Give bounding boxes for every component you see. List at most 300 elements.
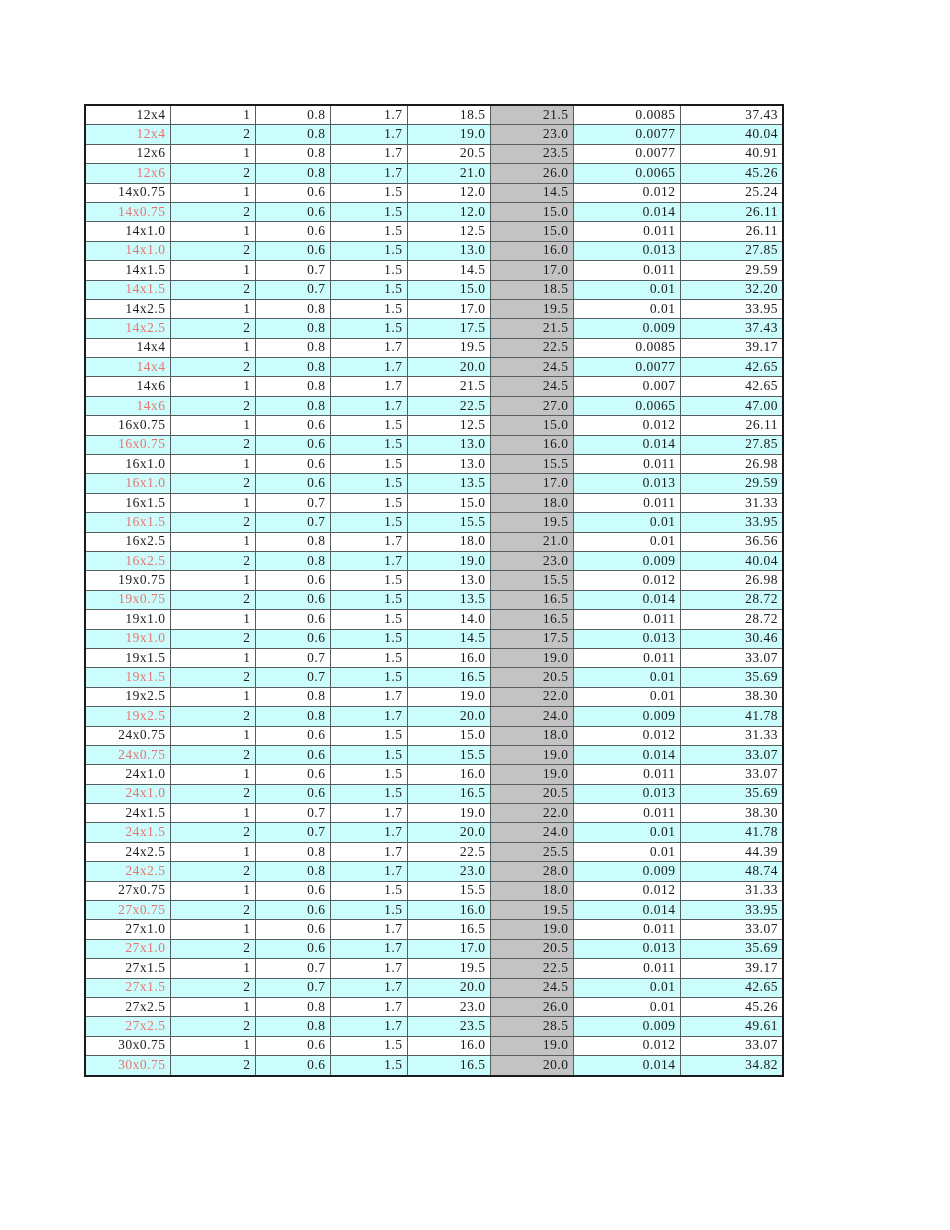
data-cell[interactable]: 1.5 (330, 765, 407, 784)
data-cell[interactable]: 16.5 (407, 784, 490, 803)
data-cell[interactable]: 2 (170, 668, 255, 687)
data-cell[interactable]: 13.0 (407, 241, 490, 260)
data-cell[interactable]: 0.009 (573, 319, 680, 338)
data-cell[interactable]: 21.5 (490, 319, 573, 338)
data-cell[interactable]: 12.5 (407, 416, 490, 435)
data-cell[interactable]: 0.011 (573, 648, 680, 667)
data-cell[interactable]: 1.5 (330, 299, 407, 318)
data-cell[interactable]: 0.8 (255, 687, 330, 706)
data-cell[interactable]: 38.30 (680, 687, 783, 706)
row-label-cell[interactable]: 14x1.5 (85, 280, 170, 299)
data-cell[interactable]: 20.0 (407, 358, 490, 377)
table-row[interactable] (85, 939, 783, 958)
table-row[interactable] (85, 105, 783, 125)
data-cell[interactable]: 0.6 (255, 629, 330, 648)
data-cell[interactable]: 2 (170, 202, 255, 221)
data-cell[interactable]: 0.012 (573, 571, 680, 590)
data-cell[interactable]: 37.43 (680, 319, 783, 338)
data-cell[interactable]: 16.0 (490, 241, 573, 260)
data-cell[interactable]: 20.5 (490, 939, 573, 958)
table-row[interactable] (85, 1056, 783, 1076)
data-cell[interactable]: 33.07 (680, 765, 783, 784)
data-cell[interactable]: 0.6 (255, 784, 330, 803)
data-cell[interactable]: 1.7 (330, 396, 407, 415)
data-cell[interactable]: 1.5 (330, 648, 407, 667)
data-cell[interactable]: 0.009 (573, 862, 680, 881)
row-label-cell[interactable]: 14x0.75 (85, 202, 170, 221)
data-cell[interactable]: 1.5 (330, 493, 407, 512)
data-cell[interactable]: 1.5 (330, 513, 407, 532)
row-label-cell[interactable]: 12x4 (85, 105, 170, 125)
data-cell[interactable]: 0.011 (573, 765, 680, 784)
data-cell[interactable]: 35.69 (680, 939, 783, 958)
data-cell[interactable]: 1.5 (330, 455, 407, 474)
data-cell[interactable]: 0.7 (255, 668, 330, 687)
data-cell[interactable]: 0.8 (255, 105, 330, 125)
data-cell[interactable]: 20.0 (407, 707, 490, 726)
table-row[interactable] (85, 571, 783, 590)
data-cell[interactable]: 24.0 (490, 823, 573, 842)
data-cell[interactable]: 0.011 (573, 222, 680, 241)
data-cell[interactable]: 45.26 (680, 997, 783, 1016)
data-cell[interactable]: 41.78 (680, 707, 783, 726)
data-cell[interactable]: 0.0085 (573, 105, 680, 125)
data-cell[interactable]: 16.0 (407, 765, 490, 784)
data-cell[interactable]: 42.65 (680, 358, 783, 377)
table-row[interactable] (85, 261, 783, 280)
table-row[interactable] (85, 532, 783, 551)
table-row[interactable] (85, 358, 783, 377)
data-cell[interactable]: 15.5 (407, 881, 490, 900)
data-cell[interactable]: 1 (170, 1036, 255, 1055)
data-cell[interactable]: 34.82 (680, 1056, 783, 1076)
row-label-cell[interactable]: 24x2.5 (85, 862, 170, 881)
data-cell[interactable]: 1.5 (330, 726, 407, 745)
row-label-cell[interactable]: 19x2.5 (85, 687, 170, 706)
data-cell[interactable]: 21.5 (407, 377, 490, 396)
data-cell[interactable]: 24.5 (490, 377, 573, 396)
table-row[interactable] (85, 338, 783, 357)
data-cell[interactable]: 0.011 (573, 804, 680, 823)
data-cell[interactable]: 1.7 (330, 105, 407, 125)
data-cell[interactable]: 0.6 (255, 939, 330, 958)
data-cell[interactable]: 1 (170, 183, 255, 202)
data-cell[interactable]: 1.7 (330, 687, 407, 706)
data-cell[interactable]: 0.8 (255, 338, 330, 357)
data-cell[interactable]: 0.6 (255, 745, 330, 764)
data-cell[interactable]: 33.95 (680, 513, 783, 532)
data-cell[interactable]: 1.7 (330, 144, 407, 163)
row-label-cell[interactable]: 16x1.0 (85, 474, 170, 493)
row-label-cell[interactable]: 16x0.75 (85, 416, 170, 435)
data-cell[interactable]: 2 (170, 280, 255, 299)
data-cell[interactable]: 15.5 (490, 455, 573, 474)
data-cell[interactable]: 15.5 (490, 571, 573, 590)
data-cell[interactable]: 0.01 (573, 842, 680, 861)
data-cell[interactable]: 1.7 (330, 377, 407, 396)
data-cell[interactable]: 0.013 (573, 784, 680, 803)
data-cell[interactable]: 12.0 (407, 202, 490, 221)
data-cell[interactable]: 0.013 (573, 474, 680, 493)
data-cell[interactable]: 0.7 (255, 280, 330, 299)
row-label-cell[interactable]: 14x1.0 (85, 241, 170, 260)
data-cell[interactable]: 16.0 (407, 901, 490, 920)
data-cell[interactable]: 47.00 (680, 396, 783, 415)
data-cell[interactable]: 0.6 (255, 416, 330, 435)
row-label-cell[interactable]: 27x1.0 (85, 939, 170, 958)
table-row[interactable] (85, 842, 783, 861)
data-cell[interactable]: 0.6 (255, 726, 330, 745)
data-cell[interactable]: 16.5 (490, 610, 573, 629)
data-cell[interactable]: 39.17 (680, 338, 783, 357)
data-cell[interactable]: 26.98 (680, 455, 783, 474)
data-cell[interactable]: 1.7 (330, 920, 407, 939)
data-cell[interactable]: 1 (170, 881, 255, 900)
data-cell[interactable]: 1.5 (330, 280, 407, 299)
data-cell[interactable]: 1 (170, 377, 255, 396)
data-cell[interactable]: 0.6 (255, 241, 330, 260)
data-cell[interactable]: 33.07 (680, 648, 783, 667)
data-cell[interactable]: 0.009 (573, 551, 680, 570)
table-row[interactable] (85, 997, 783, 1016)
data-cell[interactable]: 0.8 (255, 1017, 330, 1036)
data-cell[interactable]: 0.011 (573, 261, 680, 280)
data-cell[interactable]: 18.0 (407, 532, 490, 551)
table-row[interactable] (85, 707, 783, 726)
data-cell[interactable]: 2 (170, 978, 255, 997)
table-row[interactable] (85, 125, 783, 144)
data-cell[interactable]: 1.7 (330, 338, 407, 357)
data-cell[interactable]: 1 (170, 765, 255, 784)
data-cell[interactable]: 0.6 (255, 183, 330, 202)
data-cell[interactable]: 2 (170, 164, 255, 183)
data-cell[interactable]: 1 (170, 144, 255, 163)
data-cell[interactable]: 2 (170, 319, 255, 338)
data-cell[interactable]: 2 (170, 125, 255, 144)
data-cell[interactable]: 23.0 (490, 125, 573, 144)
data-cell[interactable]: 0.01 (573, 532, 680, 551)
data-cell[interactable]: 31.33 (680, 726, 783, 745)
data-cell[interactable]: 23.5 (407, 1017, 490, 1036)
data-cell[interactable]: 21.0 (490, 532, 573, 551)
data-cell[interactable]: 19.0 (407, 687, 490, 706)
data-cell[interactable]: 0.7 (255, 823, 330, 842)
row-label-cell[interactable]: 27x0.75 (85, 881, 170, 900)
data-cell[interactable]: 2 (170, 551, 255, 570)
data-cell[interactable]: 18.5 (407, 105, 490, 125)
data-cell[interactable]: 1 (170, 455, 255, 474)
data-cell[interactable]: 0.012 (573, 416, 680, 435)
row-label-cell[interactable]: 14x2.5 (85, 319, 170, 338)
table-row[interactable] (85, 416, 783, 435)
data-cell[interactable]: 1.5 (330, 474, 407, 493)
row-label-cell[interactable]: 14x4 (85, 358, 170, 377)
data-cell[interactable]: 26.11 (680, 202, 783, 221)
data-cell[interactable]: 0.8 (255, 377, 330, 396)
data-cell[interactable]: 0.011 (573, 920, 680, 939)
data-cell[interactable]: 19.0 (490, 765, 573, 784)
row-label-cell[interactable]: 19x1.5 (85, 668, 170, 687)
table-row[interactable] (85, 299, 783, 318)
data-cell[interactable]: 2 (170, 435, 255, 454)
data-cell[interactable]: 42.65 (680, 978, 783, 997)
table-row[interactable] (85, 222, 783, 241)
data-cell[interactable]: 0.009 (573, 1017, 680, 1036)
data-cell[interactable]: 19.0 (490, 745, 573, 764)
data-cell[interactable]: 40.04 (680, 551, 783, 570)
data-cell[interactable]: 16.0 (490, 435, 573, 454)
data-cell[interactable]: 17.5 (407, 319, 490, 338)
data-cell[interactable]: 2 (170, 939, 255, 958)
row-label-cell[interactable]: 14x0.75 (85, 183, 170, 202)
data-cell[interactable]: 0.0077 (573, 144, 680, 163)
data-cell[interactable]: 2 (170, 358, 255, 377)
row-label-cell[interactable]: 14x1.0 (85, 222, 170, 241)
data-cell[interactable]: 0.8 (255, 164, 330, 183)
table-row[interactable] (85, 1017, 783, 1036)
data-cell[interactable]: 28.5 (490, 1017, 573, 1036)
data-cell[interactable]: 23.0 (407, 862, 490, 881)
data-cell[interactable]: 0.7 (255, 804, 330, 823)
data-cell[interactable]: 20.5 (490, 668, 573, 687)
row-label-cell[interactable]: 24x1.5 (85, 804, 170, 823)
table-row[interactable] (85, 319, 783, 338)
data-cell[interactable]: 19.0 (407, 804, 490, 823)
data-cell[interactable]: 0.8 (255, 125, 330, 144)
data-cell[interactable]: 2 (170, 590, 255, 609)
row-label-cell[interactable]: 19x2.5 (85, 707, 170, 726)
data-cell[interactable]: 19.0 (407, 125, 490, 144)
data-cell[interactable]: 15.0 (490, 222, 573, 241)
data-cell[interactable]: 0.6 (255, 881, 330, 900)
table-row[interactable] (85, 745, 783, 764)
row-label-cell[interactable]: 16x1.5 (85, 493, 170, 512)
data-cell[interactable]: 1.7 (330, 842, 407, 861)
data-cell[interactable]: 33.07 (680, 745, 783, 764)
data-cell[interactable]: 0.6 (255, 590, 330, 609)
data-cell[interactable]: 15.0 (490, 202, 573, 221)
table-row[interactable] (85, 765, 783, 784)
data-cell[interactable]: 19.5 (407, 959, 490, 978)
data-cell[interactable]: 13.0 (407, 455, 490, 474)
data-cell[interactable]: 12.5 (407, 222, 490, 241)
data-cell[interactable]: 0.6 (255, 1056, 330, 1076)
table-row[interactable] (85, 590, 783, 609)
data-cell[interactable]: 13.0 (407, 435, 490, 454)
data-cell[interactable]: 0.014 (573, 590, 680, 609)
data-cell[interactable]: 20.5 (407, 144, 490, 163)
data-cell[interactable]: 26.98 (680, 571, 783, 590)
data-cell[interactable]: 24.0 (490, 707, 573, 726)
table-row[interactable] (85, 804, 783, 823)
table-row[interactable] (85, 901, 783, 920)
row-label-cell[interactable]: 19x1.0 (85, 629, 170, 648)
data-cell[interactable]: 0.01 (573, 299, 680, 318)
data-cell[interactable]: 27.85 (680, 241, 783, 260)
data-cell[interactable]: 1.7 (330, 1017, 407, 1036)
data-cell[interactable]: 26.11 (680, 222, 783, 241)
data-cell[interactable]: 0.6 (255, 455, 330, 474)
data-cell[interactable]: 0.011 (573, 959, 680, 978)
row-label-cell[interactable]: 27x1.5 (85, 959, 170, 978)
data-cell[interactable]: 23.0 (407, 997, 490, 1016)
data-cell[interactable]: 16.5 (407, 1056, 490, 1076)
data-cell[interactable]: 19.5 (407, 338, 490, 357)
row-label-cell[interactable]: 24x0.75 (85, 745, 170, 764)
data-cell[interactable]: 1.7 (330, 358, 407, 377)
data-cell[interactable]: 1 (170, 920, 255, 939)
table-row[interactable] (85, 493, 783, 512)
data-cell[interactable]: 17.0 (490, 261, 573, 280)
data-cell[interactable]: 24.5 (490, 978, 573, 997)
row-label-cell[interactable]: 19x1.0 (85, 610, 170, 629)
data-cell[interactable]: 27.85 (680, 435, 783, 454)
data-cell[interactable]: 0.8 (255, 551, 330, 570)
data-cell[interactable]: 1.5 (330, 1056, 407, 1076)
table-row[interactable] (85, 610, 783, 629)
data-cell[interactable]: 36.56 (680, 532, 783, 551)
data-cell[interactable]: 1 (170, 687, 255, 706)
data-cell[interactable]: 0.012 (573, 183, 680, 202)
table-row[interactable] (85, 648, 783, 667)
data-cell[interactable]: 1.7 (330, 707, 407, 726)
row-label-cell[interactable]: 27x1.5 (85, 978, 170, 997)
data-cell[interactable]: 33.07 (680, 1036, 783, 1055)
data-cell[interactable]: 33.95 (680, 299, 783, 318)
data-cell[interactable]: 31.33 (680, 493, 783, 512)
data-cell[interactable]: 2 (170, 474, 255, 493)
data-cell[interactable]: 1.7 (330, 997, 407, 1016)
data-cell[interactable]: 1 (170, 804, 255, 823)
data-cell[interactable]: 1 (170, 571, 255, 590)
data-cell[interactable]: 35.69 (680, 668, 783, 687)
data-cell[interactable]: 15.5 (407, 513, 490, 532)
data-cell[interactable]: 0.8 (255, 319, 330, 338)
data-cell[interactable]: 19.5 (490, 299, 573, 318)
data-cell[interactable]: 28.72 (680, 590, 783, 609)
data-cell[interactable]: 12.0 (407, 183, 490, 202)
data-cell[interactable]: 0.0065 (573, 396, 680, 415)
spec-data-table[interactable] (84, 104, 784, 1077)
data-cell[interactable]: 0.009 (573, 707, 680, 726)
data-cell[interactable]: 1.5 (330, 261, 407, 280)
data-cell[interactable]: 0.6 (255, 222, 330, 241)
data-cell[interactable]: 0.8 (255, 707, 330, 726)
row-label-cell[interactable]: 12x4 (85, 125, 170, 144)
data-cell[interactable]: 44.39 (680, 842, 783, 861)
data-cell[interactable]: 0.013 (573, 241, 680, 260)
table-row[interactable] (85, 183, 783, 202)
table-row[interactable] (85, 455, 783, 474)
data-cell[interactable]: 37.43 (680, 105, 783, 125)
data-cell[interactable]: 0.014 (573, 435, 680, 454)
data-cell[interactable]: 19.5 (490, 513, 573, 532)
row-label-cell[interactable]: 30x0.75 (85, 1056, 170, 1076)
data-cell[interactable]: 16.5 (407, 668, 490, 687)
data-cell[interactable]: 17.0 (490, 474, 573, 493)
data-cell[interactable]: 0.8 (255, 396, 330, 415)
data-cell[interactable]: 1 (170, 493, 255, 512)
data-cell[interactable]: 1 (170, 532, 255, 551)
data-cell[interactable]: 40.04 (680, 125, 783, 144)
data-cell[interactable]: 24.5 (490, 358, 573, 377)
data-cell[interactable]: 1.7 (330, 823, 407, 842)
table-row[interactable] (85, 920, 783, 939)
data-cell[interactable]: 1 (170, 959, 255, 978)
data-cell[interactable]: 0.6 (255, 901, 330, 920)
data-cell[interactable]: 22.0 (490, 687, 573, 706)
data-cell[interactable]: 27.0 (490, 396, 573, 415)
data-cell[interactable]: 0.013 (573, 629, 680, 648)
data-cell[interactable]: 0.6 (255, 435, 330, 454)
data-cell[interactable]: 0.011 (573, 455, 680, 474)
data-cell[interactable]: 1.7 (330, 125, 407, 144)
data-cell[interactable]: 1.5 (330, 610, 407, 629)
data-cell[interactable]: 15.0 (407, 726, 490, 745)
data-cell[interactable]: 0.01 (573, 513, 680, 532)
row-label-cell[interactable]: 12x6 (85, 164, 170, 183)
data-cell[interactable]: 2 (170, 901, 255, 920)
data-cell[interactable]: 22.0 (490, 804, 573, 823)
row-label-cell[interactable]: 14x4 (85, 338, 170, 357)
data-cell[interactable]: 0.011 (573, 493, 680, 512)
table-row[interactable] (85, 726, 783, 745)
data-cell[interactable]: 38.30 (680, 804, 783, 823)
data-cell[interactable]: 0.0085 (573, 338, 680, 357)
table-row[interactable] (85, 280, 783, 299)
data-cell[interactable]: 14.5 (490, 183, 573, 202)
data-cell[interactable]: 22.5 (490, 959, 573, 978)
data-cell[interactable]: 1.5 (330, 202, 407, 221)
data-cell[interactable]: 42.65 (680, 377, 783, 396)
table-row[interactable] (85, 164, 783, 183)
data-cell[interactable]: 0.7 (255, 978, 330, 997)
data-cell[interactable]: 1 (170, 610, 255, 629)
data-cell[interactable]: 0.01 (573, 978, 680, 997)
data-cell[interactable]: 0.8 (255, 532, 330, 551)
data-cell[interactable]: 0.01 (573, 687, 680, 706)
data-cell[interactable]: 22.5 (407, 842, 490, 861)
row-label-cell[interactable]: 24x2.5 (85, 842, 170, 861)
row-label-cell[interactable]: 30x0.75 (85, 1036, 170, 1055)
data-cell[interactable]: 0.8 (255, 997, 330, 1016)
row-label-cell[interactable]: 16x0.75 (85, 435, 170, 454)
data-cell[interactable]: 33.07 (680, 920, 783, 939)
data-cell[interactable]: 1.5 (330, 784, 407, 803)
data-cell[interactable]: 1.5 (330, 590, 407, 609)
data-cell[interactable]: 39.17 (680, 959, 783, 978)
data-cell[interactable]: 33.95 (680, 901, 783, 920)
data-cell[interactable]: 1.7 (330, 939, 407, 958)
data-cell[interactable]: 0.6 (255, 920, 330, 939)
row-label-cell[interactable]: 14x2.5 (85, 299, 170, 318)
data-cell[interactable]: 26.11 (680, 416, 783, 435)
table-row[interactable] (85, 823, 783, 842)
data-cell[interactable]: 0.7 (255, 261, 330, 280)
data-cell[interactable]: 18.5 (490, 280, 573, 299)
table-row[interactable] (85, 551, 783, 570)
row-label-cell[interactable]: 19x0.75 (85, 571, 170, 590)
data-cell[interactable]: 1.5 (330, 319, 407, 338)
data-cell[interactable]: 17.5 (490, 629, 573, 648)
data-cell[interactable]: 32.20 (680, 280, 783, 299)
data-cell[interactable]: 2 (170, 707, 255, 726)
data-cell[interactable]: 25.5 (490, 842, 573, 861)
table-row[interactable] (85, 629, 783, 648)
data-cell[interactable]: 1.5 (330, 629, 407, 648)
data-cell[interactable]: 22.5 (490, 338, 573, 357)
table-row[interactable] (85, 435, 783, 454)
